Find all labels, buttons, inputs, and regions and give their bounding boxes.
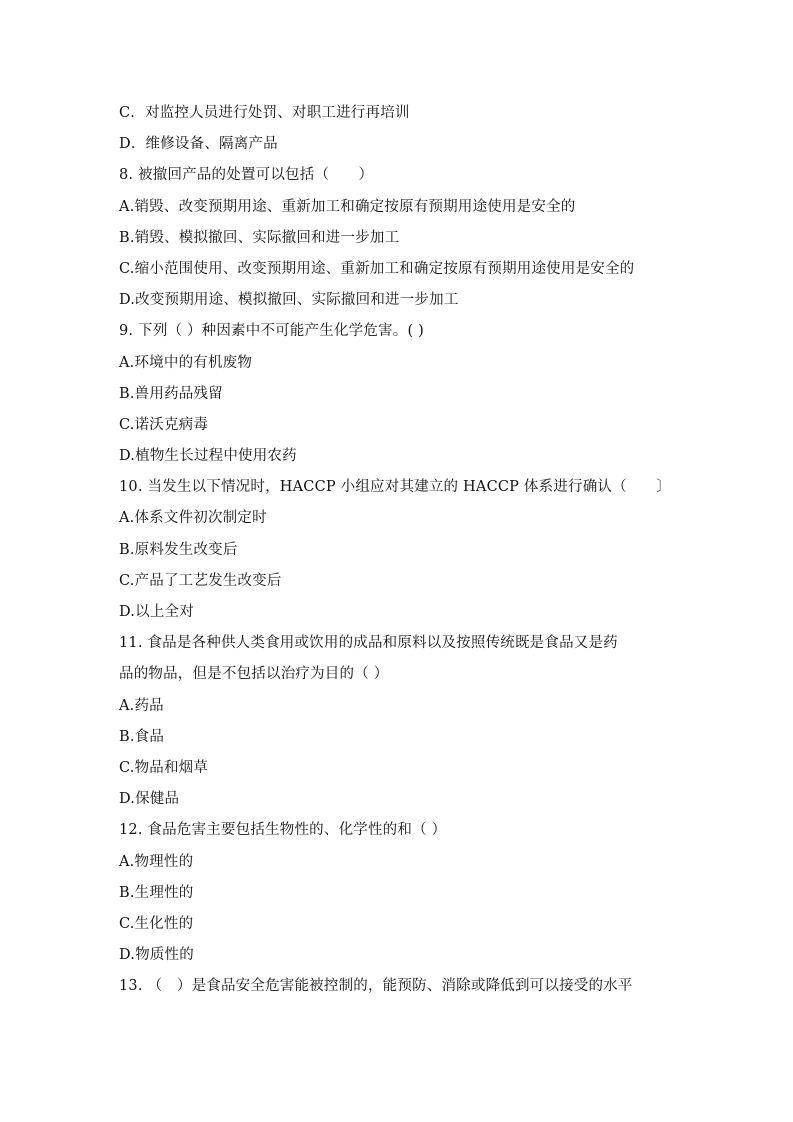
question-line: 10. 当发生以下情况时，HACCP 小组应对其建立的 HACCP 体系进行确认（ 〕	[119, 479, 671, 496]
option-line: A.物理性的	[119, 853, 194, 870]
question-line: 13. （ ）是食品安全危害能被控制的，能预防、消除或降低到可以接受的水平	[119, 978, 633, 995]
option-line: D．维修设备、隔离产品	[119, 136, 278, 153]
option-line: A.体系文件初次制定时	[119, 510, 267, 527]
option-line: B.销毁、模拟撤回、实际撤回和进一步加工	[119, 229, 400, 246]
question-line-continuation: 品的物品，但是不包括以治疗为目的（ ）	[119, 666, 389, 683]
option-line: A.药品	[119, 697, 164, 714]
question-list	[119, 98, 679, 1002]
option-line: C.生化性的	[119, 915, 194, 932]
option-line: B.生理性的	[119, 884, 194, 901]
option-line: C.产品了工艺发生改变后	[119, 572, 282, 589]
option-line: C.缩小范围使用、改变预期用途、重新加工和确定按原有预期用途使用是安全的	[119, 260, 635, 277]
question-line: 12. 食品危害主要包括生物性的、化学性的和（ ）	[119, 822, 447, 839]
option-line: C．对监控人员进行处罚、对职工进行再培训	[119, 105, 410, 121]
option-line: B.食品	[119, 728, 165, 745]
option-line: B.兽用药品残留	[119, 385, 223, 402]
option-line: D.物质性的	[119, 947, 194, 964]
option-line: A.销毁、改变预期用途、重新加工和确定按原有预期用途使用是安全的	[119, 198, 576, 215]
question-line: 9. 下列（ ）种因素中不可能产生化学危害。( )	[119, 323, 424, 340]
option-line: C.诺沃克病毒	[119, 416, 209, 433]
question-line: 8. 被撤回产品的处置可以包括（ ）	[119, 167, 374, 184]
option-line: D.植物生长过程中使用农药	[119, 448, 297, 465]
option-line: C.物品和烟草	[119, 759, 209, 776]
option-line: D.以上全对	[119, 604, 194, 620]
option-line: B.原料发生改变后	[119, 541, 238, 558]
option-line: D.保健品	[119, 791, 180, 808]
option-line: D.改变预期用途、模拟撤回、实际撤回和进一步加工	[119, 292, 459, 309]
option-line: A.环境中的有机废物	[119, 354, 253, 371]
question-line: 11. 食品是各种供人类食用或饮用的成品和原料以及按照传统既是食品又是药	[119, 635, 618, 652]
